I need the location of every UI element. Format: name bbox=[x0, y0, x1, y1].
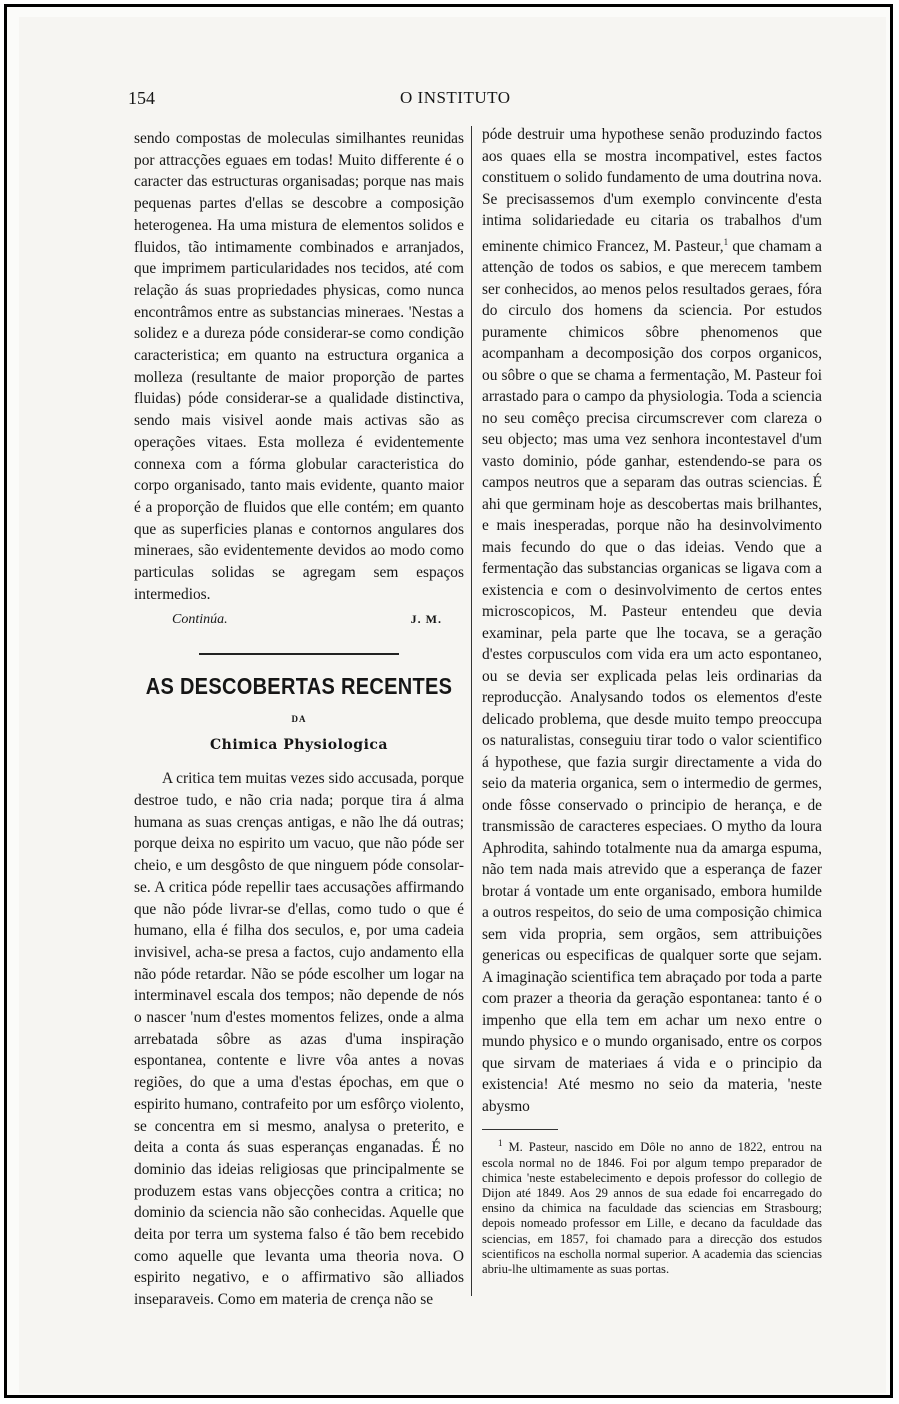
author-signature: J. M. bbox=[410, 612, 442, 627]
right-paragraph-part-1: póde destruir uma hypothese senão produzindo factos aos quaes ella se mostra incompativel, estes factos constituem o solido fundamento de uma doutrina nova. Se precisassemos d'um exemplo convincente d'esta intima solidariedade eu citaria os trabalhos d'um eminente chimico Francez, M. Pasteur, bbox=[482, 126, 822, 255]
signature-row bbox=[134, 609, 464, 631]
running-title: O INSTITUTO bbox=[400, 88, 511, 107]
right-paragraph-part-2: que chamam a attenção de todos os sabios, e que merecem tambem ser conhecidos, ao menos pelos resultados geraes, fóra do circulo dos homens da sciencia. Por estudos puramente chimicos sôbre phenomenos que acompanham a decomposição dos corpos organicos, ou sôbre o que se chama a fermentação, M. Pasteur foi arrastado para o campo da physiologia. Toda a sciencia no seu comêço precisa circumscrever com clareza o seu objecto; mas uma vez senhora incontestavel d'um vasto dominio, póde ganhar, estendendo-se para os campos neutros que a separam das outras sciencias. É ahi que germinam hoje as descobertas mais brilhantes, e mais inesperadas, porque não ha desinvolvimento mais fecundo do que o das ideias. Vendo que a fermentação das substancias organicas se ligava com a existencia e com o desinvolvimento de certos entes microscopicos, M. Pasteur entendeu que devia examinar, pela parte que lhe tocava, se a geração d'estes corpusculos com vida era um acto espontaneo, ou se devia ser explicada pelas leis ordinarias da reproducção. Analysando todos os elementos d'este delicado problema, que desde muito tempo preoccupa os naturalistas, conseguiu tirar todo o valor scientifico á hypothese, que fazia surgir directamente a vida do seio da materia organica, sem o intermedio de germes, onde fôsse conservado o principio de herança, e de transmissão de caracteres especiaes. O mytho da loura Aphrodita, sahindo totalmente nua da amarga espuma, não tem nada mais atrevido que a esperança de fazer brotar á vontade um ente organisado, embora humilde a outros respeitos, do seio de uma composição chimica sem vida propria, sem orgãos, sem attribuições genericas ou especificas de qualquer sorte que sejam. A imaginação scientifica tem abraçado por toda a parte com prazer a theoria da geração espontanea: tanto é o impenho que ella tem em achar um nexo entre o mundo physico e o mundo organisado, entre os corpos que sirvam de materiaes á vida e o principio da existencia! Até mesmo no seio da materia, 'neste abysmo bbox=[482, 237, 822, 1115]
continua-label: Continúa. bbox=[172, 612, 228, 628]
article-subtitle: Chimica Physiologica bbox=[210, 736, 388, 753]
footnote bbox=[482, 1136, 822, 1277]
right-paragraph bbox=[482, 124, 822, 1117]
section-rule bbox=[199, 653, 399, 655]
article-paragraph: A critica tem muitas vezes sido accusada, porque destroe tudo, e não cria nada; porque tira á alma humana as suas crenças antigas, e não lhe dá outras; porque deixa no espirito um vacuo, que não póde ser cheio, e um desgôsto de que ninguem póde consolar-se. A critica póde repellir taes accusações affirmando que não póde livrar-se d'ellas, como tudo o que é humano, ella é filha dos seculos, e, por uma cadeia invisivel, acha-se presa a factos, cujo andamento ella não póde retardar. Não se póde escolher um logar na interminavel escala dos tempos; não depende de nós o nascer 'num d'estes momentos felizes, onde a alma arrebatada sôbre as azas d'uma inspiração espontanea, contente e livre vôa antes a novas regiões, do que a uma d'estas épochas, em que o espirito humano, contrafeito por um esfôrço violento, se concentra em si mesmo, analysa o preterito, e deita a conta ás suas esperanças enganadas. É no dominio das ideias religiosas que principalmente se produzem estas vans objecções contra a critica; no dominio da sciencia não são conhecidas. Aquelle que deita por terra um systema falso é tão bem recebido como aquelle que levanta uma theoria nova. O espirito negativo, e o affirmativo são alliados inseparaveis. Como em materia de crença não se bbox=[134, 770, 464, 1309]
footnote-text: M. Pasteur, nascido em Dôle no anno de 1822, entrou na escola normal no de 1846. Foi por algum tempo preparador de chimica 'neste estabelecimento e depois professor do collegio de Dijon até 1849. Aos 29 annos de sua edade foi encarregado do ensino da chimica na faculdade das sciencias em Strasbourg; depois nomeado professor em Lille, e decano da faculdade das sciencias, em 1857, foi chamado para a direcção dos estudos scientificos na escholla normal superior. A academia das sciencias abriu-lhe ultimamente as suas portas. bbox=[482, 1140, 822, 1276]
continued-paragraph: sendo compostas de moleculas similhantes reunidas por attracções eguaes em todas! Muito differente é o caracter das estructuras organisadas; porque nas mais pequenas partes d'ellas se descobre a composição heterogenea. Ha uma mistura de elementos solidos e fluidos, tão intimamente combinados e arranjados, que imprimem particularidades nos tecidos, até com relação ás suas propriedades physicas, como nunca encontrâmos entre as substancias mineraes. 'Nestas a solidez e a dureza póde considerar-se como condição caracteristica; em quanto na estructura organica a molleza (resultante de maior proporção de partes fluidas) póde considerar-se a qualidade distinctiva, sendo mais visivel aonde mais activas são as operações vitaes. Esta molleza é evidentemente connexa com a fórma globular caracteristica do corpo organisado, tanto mais evidente, quanto maior é a proporção de fluidos que elle contém; em quanto que as superficies planas e contornos angulares dos mineraes, são evidentemente devidos ao modo como particulas solidas se agregam sem espaços intermedios. bbox=[134, 130, 464, 603]
page-number: 154 bbox=[128, 88, 155, 108]
page-header bbox=[128, 88, 828, 112]
article-da: DA bbox=[291, 713, 307, 724]
footnote-rule bbox=[482, 1129, 558, 1130]
right-column bbox=[482, 124, 822, 1277]
column-divider bbox=[471, 126, 472, 1296]
footnote-marker[interactable]: 1 bbox=[723, 236, 729, 247]
article-title: AS DESCOBERTAS RECENTES bbox=[145, 674, 453, 700]
left-column bbox=[134, 128, 464, 1311]
footnote-number: 1 bbox=[498, 1138, 503, 1149]
